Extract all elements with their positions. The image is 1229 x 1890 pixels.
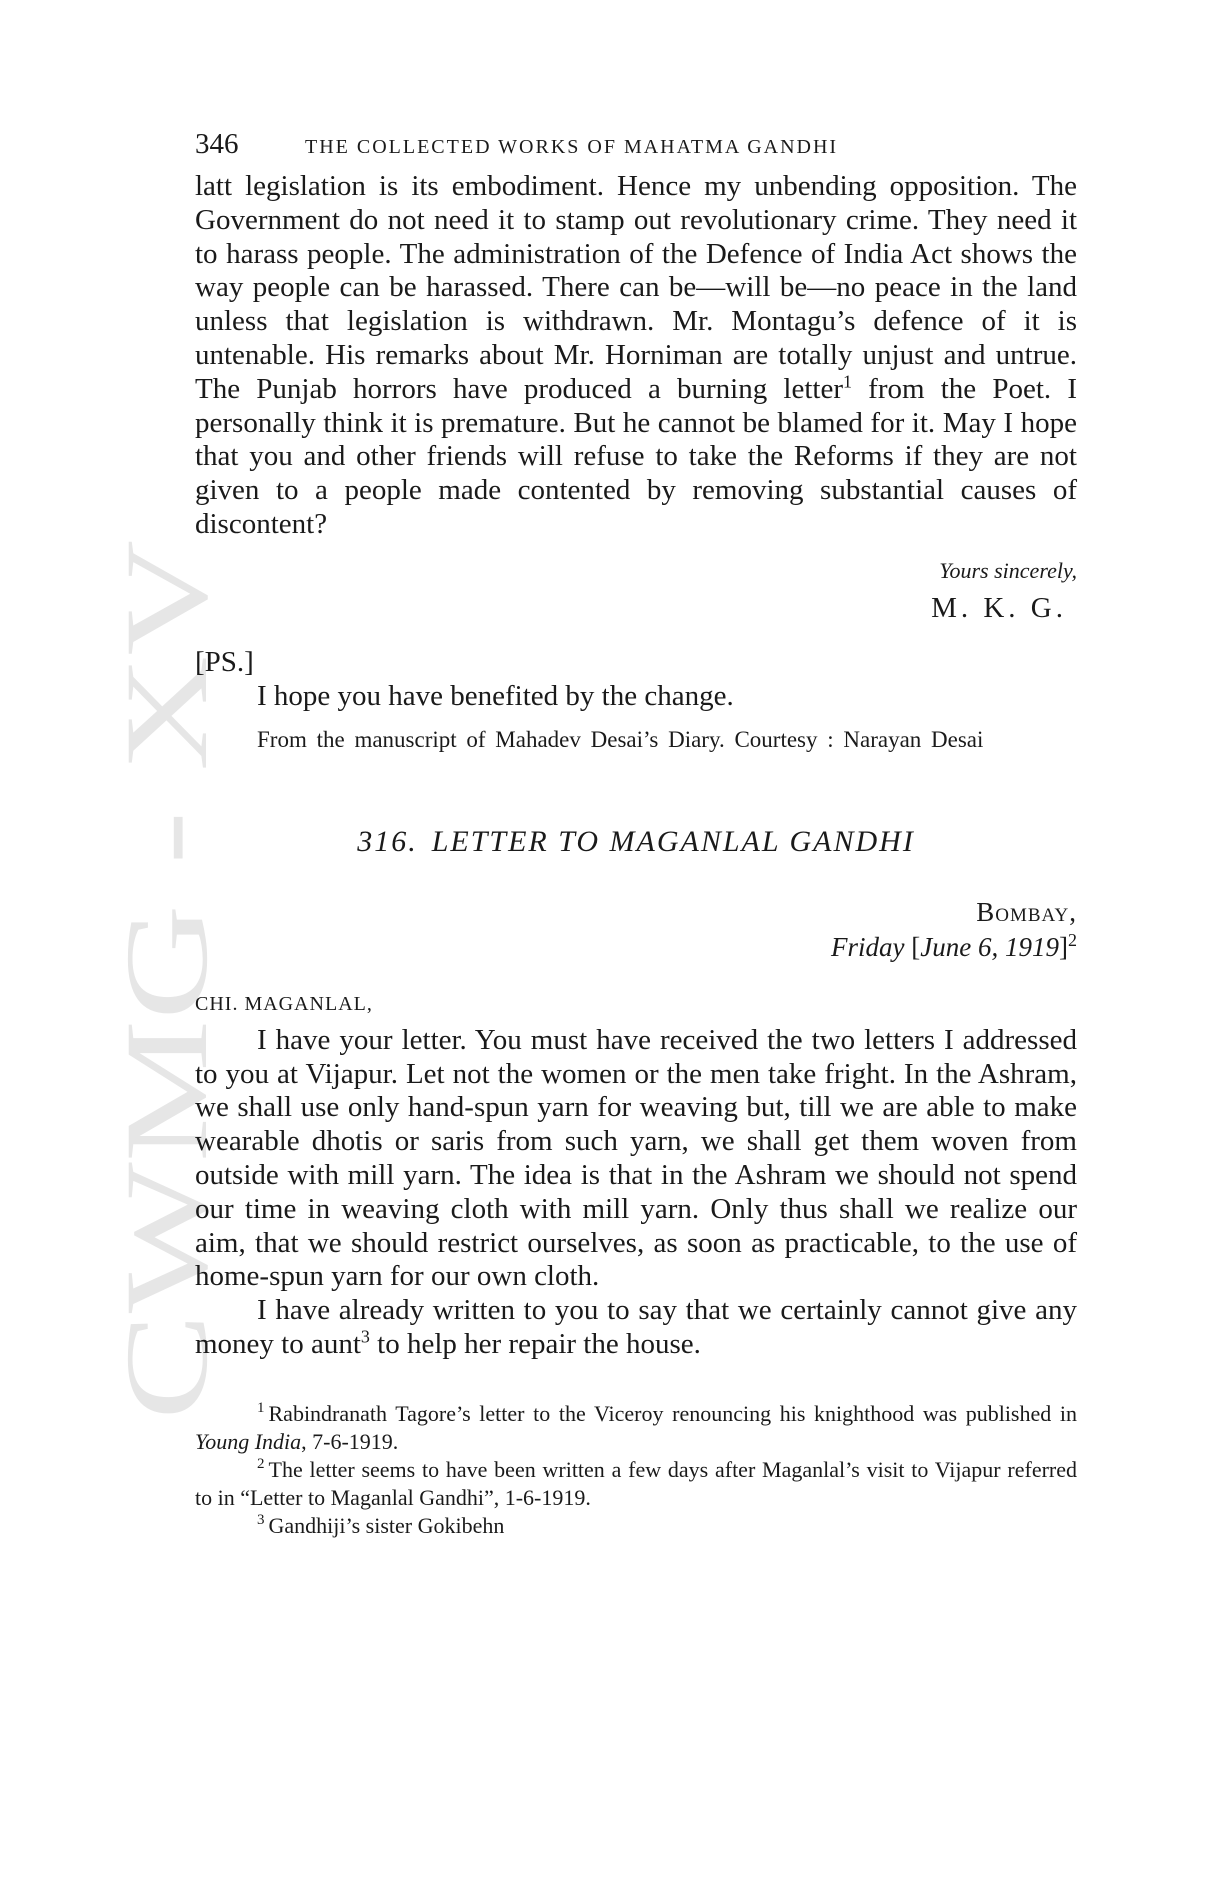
ps-text: I hope you have benefited by the change. [257, 679, 734, 712]
date-bracket-open: [ [911, 931, 921, 962]
document-number: 316. [357, 824, 418, 858]
footnote-ref-2: 2 [1068, 929, 1077, 950]
footnotes [195, 1400, 1077, 1540]
footnote-ref-3: 3 [360, 1326, 370, 1347]
footnote-text: , 7-6-1919. [301, 1428, 399, 1454]
letter-paragraph-2-text-1: I have already written to you to say that we certainly cannot give any money to aunt [195, 1294, 1077, 1360]
footnote-number: 2 [257, 1456, 265, 1473]
date-bracket-close: ] [1059, 931, 1068, 962]
footnote-1 [195, 1400, 1077, 1456]
ps-label: [PS.] [195, 645, 254, 678]
letter-closing [195, 556, 1077, 625]
page-number: 346 [195, 128, 239, 160]
source-note: From the manuscript of Mahadev Desai’s Diary. Courtesy : Narayan Desai [257, 726, 984, 752]
footnote-ref-1: 1 [843, 371, 852, 392]
watermark-text: CWMG - XV [101, 771, 232, 1420]
document-title-text: LETTER TO MAGANLAL GANDHI [431, 824, 915, 858]
letter-date [195, 929, 1077, 963]
running-title: THE COLLECTED WORKS OF MAHATMA GANDHI [305, 136, 839, 158]
continuation-paragraph [195, 170, 1077, 542]
letter-paragraph-2-text-2: to help her repair the house. [369, 1327, 701, 1360]
footnote-2 [195, 1456, 1077, 1512]
footnote-text: Gandhiji’s sister Gokibehn [268, 1512, 505, 1538]
closing-phrase: Yours sincerely, [939, 557, 1077, 583]
document-title [195, 825, 1077, 859]
footnote-text: The letter seems to have been written a few days after Maganlal’s visit to Vijapur referred to in “Letter to Maganlal Gandhi”, 1-6-1919. [195, 1456, 1077, 1510]
footnote-number: 1 [257, 1400, 265, 1417]
page-content [195, 128, 1077, 1540]
date-day: Friday [831, 931, 905, 962]
letter-place [195, 897, 1077, 928]
continuation-text-1: latt legislation is its embodiment. Hence my unbending opposition. The Government do not need it to stamp out revolutionary crime. They need it to harass people. The administration of the Defence of India Act shows the way people can be harassed. There can be—will be—no peace in the land unless that legislation is withdrawn. Mr. Montagu’s defence of it is untenable. His remarks about Mr. Horniman are totally unjust and untrue. The Punjab horrors have produced a burning letter [195, 170, 1077, 405]
footnote-italic: Young India [195, 1428, 302, 1454]
continuation-text-2: from the Poet. I personally think it is premature. But he cannot be blamed for it. May I hope that you and other friends will refuse to take the Reforms if they are not given to a people made contented by removing substantial causes of discontent? [195, 372, 1078, 540]
date-text: June 6, 1919 [920, 931, 1059, 962]
letter-paragraph-1: I have your letter. You must have received the two letters I addressed to you at Vijapur. Let not the women or the men take fright. In the Ashram, we shall use only hand-spun yarn for weaving but, till we are able to make wearable dhotis or saris from such yarn, we shall get them woven from outside with mill yarn. The idea is that in the Ashram we should not spend our time in weaving cloth with mill yarn. Only thus shall we realize our aim, that we should restrict ourselves, as soon as practicable, to the use of home-spun yarn for our own cloth. [195, 1023, 1077, 1293]
footnote-text: Rabindranath Tagore’s letter to the Viceroy renouncing his knighthood was published in [268, 1400, 1077, 1426]
place-text: Bombay, [976, 896, 1077, 927]
running-head [195, 128, 1077, 164]
footnote-number: 3 [257, 1512, 265, 1529]
letter-paragraph-2 [195, 1294, 1077, 1362]
signature: M. K. G. [931, 591, 1067, 624]
footnote-3 [195, 1512, 1077, 1540]
salutation: CHI. MAGANLAL, [195, 992, 373, 1015]
